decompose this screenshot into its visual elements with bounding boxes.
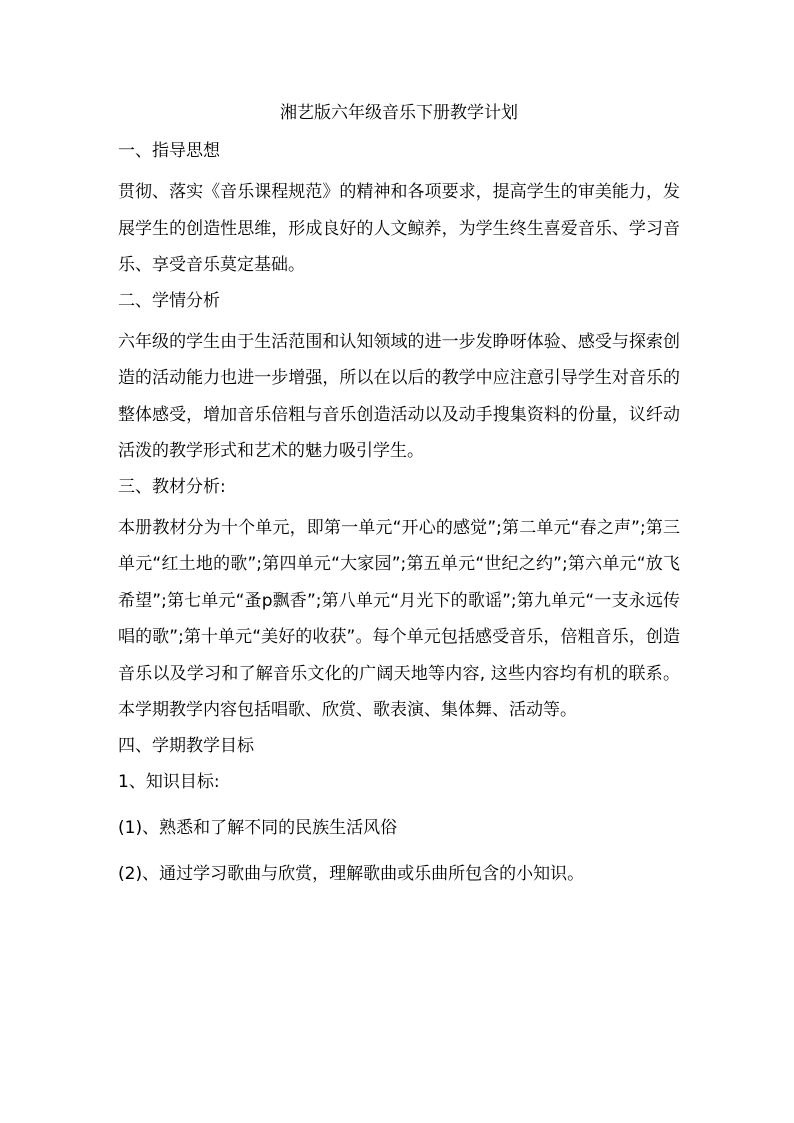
list-item: (1)、熟悉和了解不同的民族生活风俗 [118, 817, 398, 838]
list-item: (2)、通过学习歌曲与欣赏，理解歌曲或乐曲所包含的小知识。 [118, 863, 585, 884]
document-content [118, 100, 680, 907]
section-body-guiding-ideology: 贯彻、落实《音乐课程规范》的精神和各项要求，提高学生的审美能力，发展学生的创造性思维，形成良好的人文鲸养，为学生终生喜爱音乐、学习音乐、享受音乐莫定基础。 [118, 182, 680, 275]
section-heading-student-analysis: 二、学情分析 [118, 290, 220, 311]
section-heading-teaching-goals: 四、学期教学目标 [118, 735, 254, 756]
section-body-student-analysis: 六年级的学生由于生活范围和认知领域的进一步发睁呀体验、感受与探索创造的活动能力也进一步增强，所以在以后的教学中应注意引导学生对音乐的整体感受，增加音乐倍粗与音乐创造活动以及动手搜集资料的份量，议纤动活泼的教学形式和艺术的魅力吸引学生。 [118, 331, 680, 461]
section-heading-guiding-ideology: 一、指导思想 [118, 141, 220, 161]
section-body-textbook-analysis: 本册教材分为十个单元，即第一单元“开心的感觉”;第二单元“春之声”;第三单元“红土地的歌”;第四单元“大家园”;第五单元“世纪之约”;第六单元“放飞希望”;第七单元“蚤p飘香”;第八单元“月光下的歌谣”;第九单元“一支永远传唱的歌”;第十单元“美好的收获”。每个单元包括感受音乐，倍粗音乐，创造音乐以及学习和了解音乐文化的广阔天地等内容, 这些内容均有机的联系。本学期教学内容包括唱歌、欣赏、歌表演、集体舞、活动等。 [118, 517, 680, 720]
document-title: 湘艺版六年级音乐下册教学计划 [280, 103, 518, 123]
section-heading-textbook-analysis: 三、教材分析: [118, 476, 226, 497]
subheading-knowledge-goals: 1、知识目标: [118, 771, 220, 792]
